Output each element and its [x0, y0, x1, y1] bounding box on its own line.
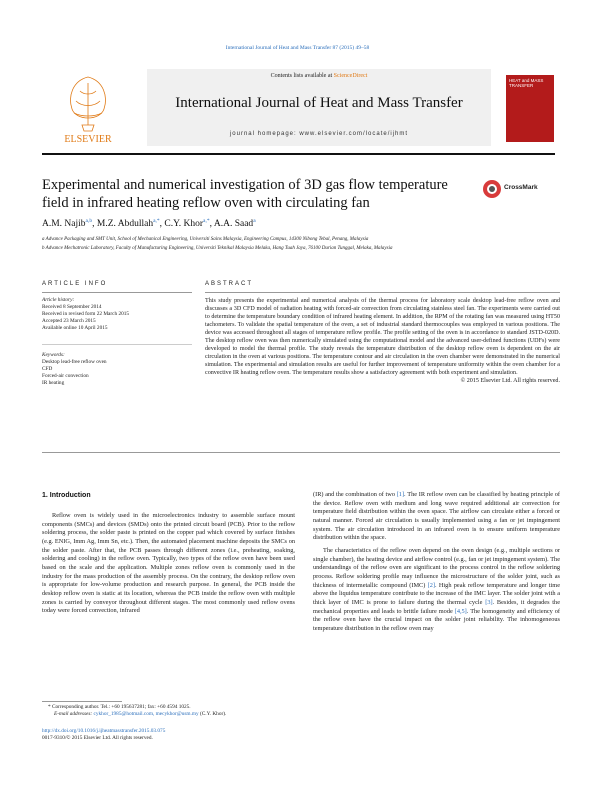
corresponding-author-note: * Corresponding author. Tel.: +60 195637281; fax: +60 4594 1025. — [48, 704, 191, 710]
sciencedirect-link[interactable]: ScienceDirect — [333, 73, 368, 79]
keyword: Forced-air convection — [42, 373, 89, 379]
article-title — [42, 176, 482, 212]
author-name[interactable]: M.Z. Abdullah — [96, 219, 154, 230]
article-info-rule — [42, 292, 192, 293]
reference-link[interactable]: [1] — [396, 491, 405, 498]
elsevier-logo — [42, 69, 134, 146]
abstract-heading: ABSTRACT — [205, 281, 254, 287]
info-divider — [42, 344, 192, 345]
title-line-1: Experimental and numerical investigation of 3D gas flow temperature — [42, 177, 448, 193]
intro-paragraph: Reflow oven is widely used in the microelectronics industry to assemble surface mount components (SMCs) and devices (SMDs) onto the printed circuit board (PCB). Prior to the reflow soldering process, the solder paste is printed on the copper pad which covered by surface finishes (e.g. ENIG, Imm Ag, Imm Sn, etc.). Then, the automated placement machine deposits the SMCs on the solder paste. After that, the PCB passes through different zones (i.e., preheating, soaking, soldering and cooling) in the reflow oven. Typically, two types of the reflow oven have been used based on the scale and the application. Multiple zones reflow oven is commonly used in the industry for the mass production of the assembly process. On the contrary, the desktop reflow oven is appropriate for low-volume production and research purpose. In general, the PCB inside the desktop reflow oven is static at its location, whereas the PCB inside the reflow oven with multiple zones is carried by conveyor throughout different stages. The most commonly used reflow ovens today were forced convection, infrared — [42, 512, 295, 615]
title-line-2: field in infrared heating reflow oven with circulating fan — [42, 195, 370, 211]
footnotes — [48, 704, 298, 718]
author-affiliation-mark[interactable]: a,* — [153, 218, 160, 224]
abstract-text: This study presents the experimental and numerical analysis of the thermal process for laboratory scale desktop lead-free reflow oven and discusses a 3D CFD model of radiation heating with forced-air convection from circulating stainless steel fan. The experiments were carried out to determine the temperature boundary condition of infrared heating element. In addition, the RPM of the rotating fan was measured using HT50 tachometers. To validate the spatial temperature of the oven, a set of industrial standard thermocouples was employed in various positions. The device was accessed throughout all stages of temperature reflow profile. The profile setting of the oven is in accordance to standard JSTD-020D. The desktop reflow oven was then numerically simulated using the computational model and the advanced user-defined functions (UDFs) were developed to model the thermal profile. The study reveals the temperature distribution of the desktop reflow oven is dependent on the air circulation in the oven at various positions. The temperature contour and air circulation in the oven chamber were demonstrated in the numerical simulation. The experimental and simulation results are useful for further improvement of temperature uniformity within the oven chamber for a convective IR heating reflow oven. The temperature results show a satisfactory agreement with both experiment and simulation. — [205, 298, 560, 377]
intro-paragraph — [313, 547, 560, 634]
abstract-body — [205, 297, 560, 386]
author-name[interactable]: A.M. Najib — [42, 219, 86, 230]
author-name[interactable]: C.Y. Khor — [164, 219, 204, 230]
reference-link[interactable]: [3] — [485, 598, 493, 606]
journal-citation[interactable]: International Journal of Heat and Mass Transfer 87 (2015) 49–58 — [225, 45, 370, 51]
affiliation-b: b Advance Mechatronic Laboratory, Faculty of Manufacturing Engineering, Universiti Teknikal Malaysia Melaka, Hang Tuah Jaya, 76100 Durian Tunggal, Melaka, Malaysia — [42, 246, 393, 251]
intro-paragraph — [313, 491, 560, 543]
footnote-rule — [42, 701, 122, 702]
issn-line: 0017-9310/© 2015 Elsevier Ltd. All rights reserved. — [42, 735, 153, 741]
affiliation-a: a Advance Packaging and SMT Unit, School of Mechanical Engineering, Universiti Sains Malaysia, Engineering Campus, 14300 Nibong Tebal, Penang, Malaysia — [42, 237, 369, 242]
author-affiliation-mark[interactable]: a,b — [85, 218, 93, 224]
article-info-heading: ARTICLE INFO — [42, 281, 108, 287]
keywords-label: Keywords: — [42, 352, 65, 358]
text-run: . Besides, it degrades the mechanical properties and leads to brittle failure mode — [313, 598, 560, 615]
doi-link[interactable]: http://dx.doi.org/10.1016/j.ijheatmasstransfer.2015.03.075 — [42, 728, 166, 734]
text-run: . High peak reflow temperature and longer time above the liquidus temperature contribute to the increase of the IMC layer. The solder joint with a thick layer of IMC is prone to failure during the thermal cycle — [313, 581, 560, 606]
elsevier-wordmark: ELSEVIER — [64, 134, 112, 145]
publication-footer — [42, 728, 342, 742]
history-label: Article history: — [42, 297, 75, 303]
abstract-bottom-rule — [42, 452, 560, 453]
section-heading-introduction: 1. Introduction — [42, 492, 91, 499]
email-label: E-mail addresses: — [54, 711, 94, 717]
abstract-rule — [205, 292, 560, 293]
crossmark-label: CrossMark — [504, 184, 538, 191]
contents-line — [147, 73, 491, 79]
author-name[interactable]: A.A. Saad — [213, 219, 254, 230]
author-list: A.M. Najib$^{a,b}$, M.Z. Abdullah$^{a,*}$, C.Y. Khor$^{a,*}$, A.A. Saad$^a$ — [42, 218, 256, 230]
article-history — [42, 297, 192, 332]
keywords — [42, 352, 192, 387]
journal-title: International Journal of Heat and Mass Transfer — [175, 95, 463, 111]
intro-left-column — [42, 512, 295, 616]
contents-prefix: Contents lists available at — [270, 73, 334, 79]
email-suffix: (C.Y. Khor). — [198, 711, 227, 717]
journal-cover[interactable] — [506, 69, 554, 142]
abstract-copyright: © 2015 Elsevier Ltd. All rights reserved. — [460, 378, 560, 385]
crossmark-badge[interactable] — [481, 178, 556, 202]
cover-title: HEAT and MASS TRANSFER — [509, 78, 544, 88]
reference-link[interactable]: [4,5] — [454, 607, 467, 615]
author-affiliation-mark[interactable]: a — [253, 218, 256, 224]
email-note — [48, 711, 298, 718]
history-revised: Received in revised form 22 March 2015 — [42, 311, 130, 317]
history-accepted: Accepted 23 March 2015 — [42, 318, 96, 324]
history-online: Available online 10 April 2015 — [42, 325, 108, 331]
reference-link[interactable]: [2] — [427, 581, 435, 589]
keyword: CFD — [42, 366, 53, 372]
author-affiliation-mark[interactable]: a,* — [203, 218, 210, 224]
text-run: The characteristics of the reflow oven depend on the oven design (e.g., multiple sections or single chamber), the heating device and airflow control (e.g., fan or jet impingement system). The understandings of the reflow oven are significant to the process control in the reflow soldering process. Reflow soldering profile may influence the microstructure of the solder joint, such as thickness of intermetallic compound (IMC) — [313, 546, 560, 589]
history-received: Received 8 September 2014 — [42, 304, 102, 310]
keyword: Desktop lead-free reflow oven — [42, 359, 107, 365]
keyword: IR heating — [42, 380, 65, 386]
text-run: . The homogeneity and efficiency of the reflow oven have the crucial impact on the solder joint reliability. The inhomogeneous temperature distribution in the reflow oven may — [313, 607, 560, 632]
text-run: (IR) and the combination of two — [313, 491, 397, 498]
intro-right-column — [313, 491, 560, 634]
header-rule — [42, 153, 555, 155]
journal-homepage[interactable]: journal homepage: www.elsevier.com/locate/ijhmt — [229, 131, 409, 137]
email-links[interactable]: cykhor_1985@hotmail.com, mecykhor@usm.my — [93, 711, 199, 717]
text-run: . The IR reflow oven can be classified by heating principle of the device. Reflow oven with medium and long wave required additional air convection for temperature field distribution within the oven space. The airflow can circulate either a forced or natural manner. Forced air circulation is usually implemented using a fan or jet impingement system. The air circulation introduced in an infrared oven is to ensure uniform temperature distribution within the space. — [313, 491, 560, 542]
